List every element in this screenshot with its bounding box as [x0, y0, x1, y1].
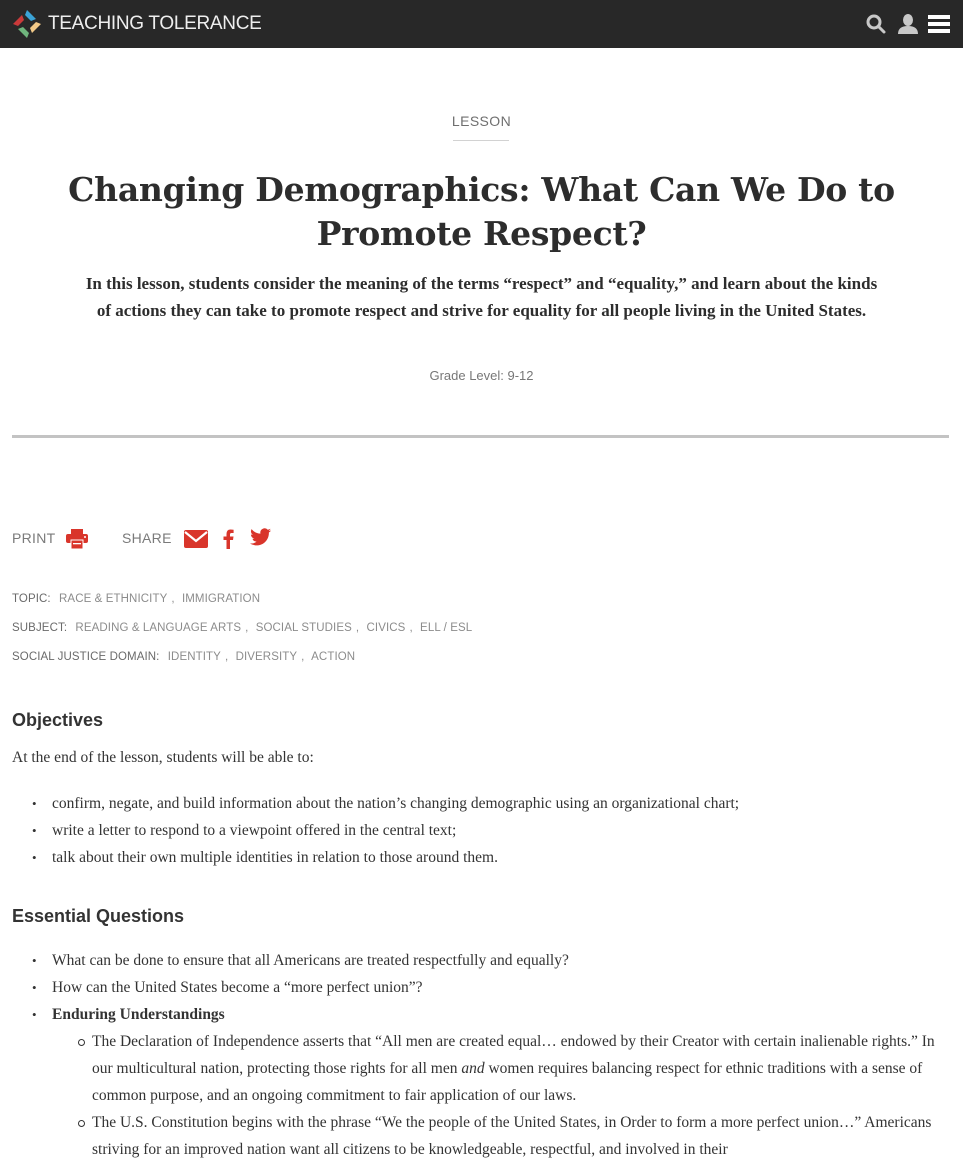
subject-link[interactable]: CIVICS: [366, 622, 406, 634]
separator: ,: [355, 622, 360, 634]
enduring-understandings-list: [52, 1028, 952, 1163]
understanding-emphasis: and: [461, 1060, 485, 1077]
enduring-understandings-label: Enduring Understandings: [52, 1006, 225, 1023]
menu-icon[interactable]: [927, 12, 951, 36]
essential-questions-heading: Essential Questions: [12, 906, 185, 926]
hero-divider: [12, 435, 949, 438]
separator: ,: [409, 622, 413, 634]
understanding-item: [92, 1109, 952, 1163]
print-label[interactable]: PRINT: [12, 530, 56, 546]
topic-row: [12, 593, 264, 605]
page-title: Changing Demographics: What Can We Do to Promote Respect?: [68, 170, 895, 253]
objective-item: • talk about their own multiple identities in relation to those around them.: [52, 844, 739, 871]
print-icon[interactable]: [66, 529, 88, 553]
user-icon[interactable]: [896, 12, 920, 36]
domain-label: SOCIAL JUSTICE DOMAIN:: [12, 651, 160, 663]
objectives-intro: At the end of the lesson, students will be able to:: [12, 749, 314, 766]
grade-level: Grade Level: 9-12: [429, 368, 534, 383]
essential-questions-list: [52, 947, 952, 1163]
topic-label: TOPIC:: [12, 593, 51, 605]
kicker-divider: [453, 140, 509, 141]
share-label: SHARE: [122, 530, 172, 546]
brand-name[interactable]: TEACHING TOLERANCE: [48, 13, 262, 34]
objectives-heading: Objectives: [12, 710, 104, 730]
domain-link[interactable]: ACTION: [311, 651, 356, 663]
lesson-summary: In this lesson, students consider the meaning of the terms “respect” and “equality,” and learn about the kinds of actions they can take to promote respect and strive for equality for all people living in the United States.: [85, 274, 878, 320]
search-icon[interactable]: [864, 12, 888, 36]
understanding-item: [92, 1028, 952, 1109]
subject-link[interactable]: ELL / ESL: [420, 622, 473, 634]
domain-link[interactable]: DIVERSITY: [235, 651, 298, 663]
understanding-text: The U.S. Constitution begins with the phrase “We the people of the United States, in Order to form a more perfect union…” Americans striving for an improved nation want all citizens to be knowledgeable, respectful, and involved in their: [92, 1114, 932, 1158]
domain-link[interactable]: IDENTITY: [167, 651, 221, 663]
separator: ,: [301, 651, 305, 663]
top-nav-bar: [0, 0, 963, 48]
twitter-share-icon[interactable]: [250, 528, 272, 551]
facebook-share-icon[interactable]: [222, 529, 234, 553]
separator: ,: [224, 651, 229, 663]
content-type-label: LESSON: [451, 113, 512, 129]
understanding-text: women requires balancing respect for ethnic traditions with a sense of common purpose, and an ongoing commitment to fair application of our laws.: [92, 1060, 923, 1104]
enduring-understandings-item: [52, 1001, 952, 1163]
objectives-list: [52, 790, 739, 871]
separator: ,: [245, 622, 249, 634]
separator: ,: [171, 593, 175, 605]
question-item: • What can be done to ensure that all Americans are treated respectfully and equally?: [52, 947, 952, 974]
email-share-icon[interactable]: [184, 530, 208, 552]
objective-item: • confirm, negate, and build information about the nation’s changing demographic using an organizational chart;: [52, 790, 739, 817]
social-justice-domain-row: [12, 651, 359, 663]
teaching-tolerance-logo-icon[interactable]: [12, 9, 42, 39]
understanding-text: The Declaration of Independence asserts that “All men are created equal… endowed by their Creator with certain inalienable rights.” In our multicultural nation, protecting those rights for all men: [92, 1033, 935, 1077]
subject-row: [12, 622, 476, 634]
subject-link[interactable]: SOCIAL STUDIES: [255, 622, 352, 634]
objective-item: • write a letter to respond to a viewpoint offered in the central text;: [52, 817, 739, 844]
subject-link[interactable]: READING & LANGUAGE ARTS: [75, 622, 242, 634]
question-item: • How can the United States become a “more perfect union”?: [52, 974, 952, 1001]
subject-label: SUBJECT:: [12, 622, 68, 634]
topic-link[interactable]: IMMIGRATION: [181, 593, 261, 605]
topic-link[interactable]: RACE & ETHNICITY: [59, 593, 168, 605]
